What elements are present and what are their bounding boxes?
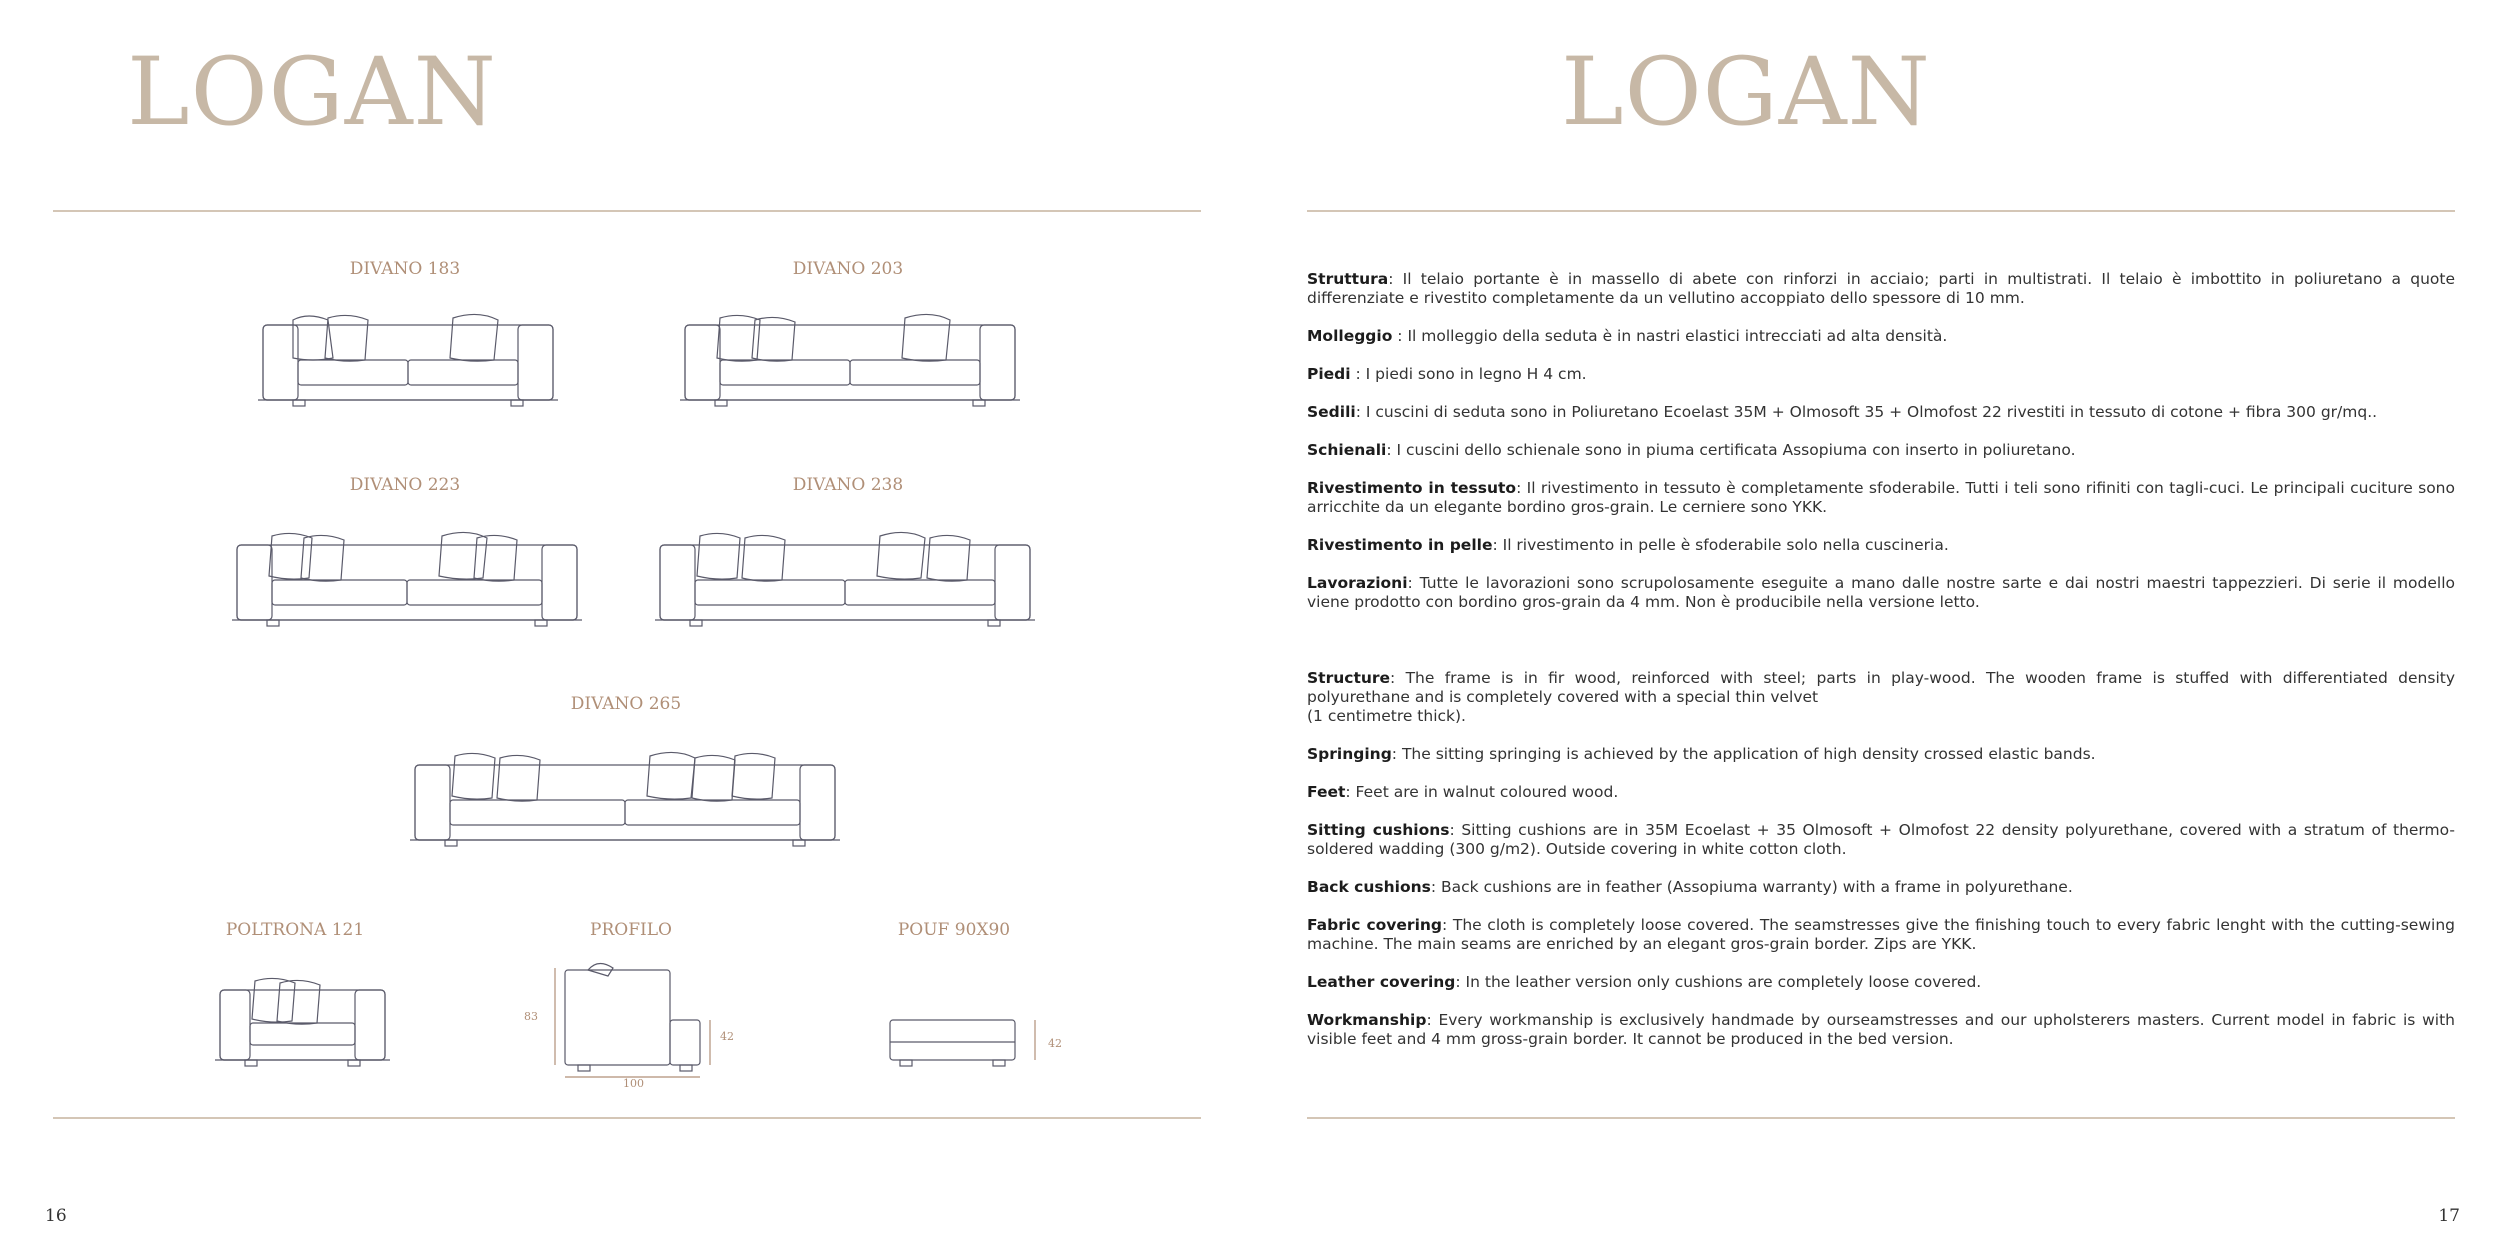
profile-height-dim: 83 [524, 1010, 538, 1023]
label-pouf: POUF 90X90 [897, 920, 1011, 940]
profile-seat-dim: 42 [720, 1030, 734, 1043]
english-specs [1307, 669, 2455, 1049]
label-divano-203: DIVANO 203 [792, 259, 904, 279]
label-divano-183: DIVANO 183 [349, 259, 461, 279]
label-divano-265: DIVANO 265 [570, 694, 682, 714]
spec-text: : Sitting cushions are in 35M Ecoelast + 35 Olmosoft + Olmofost 22 density polyurethane, covered with a stratum of thermo-soldered wadding (300 g/m2). Outside covering in white cotton cloth. [1307, 821, 2455, 858]
spec-paragraph [1307, 783, 2455, 802]
armchair-sketch-121 [215, 965, 390, 1084]
spec-paragraph [1307, 1011, 2455, 1049]
spec-paragraph [1307, 745, 2455, 764]
spec-text: : Il rivestimento in tessuto è completamente sfoderabile. Tutti i teli sono rifiniti con tagli-cuci. Le principali cuciture sono arricchite da un elegante bordino gros-grain. Le cerniere sono YKK. [1307, 479, 2455, 516]
page-number: 16 [45, 1206, 67, 1226]
label-divano-238: DIVANO 238 [792, 475, 904, 495]
sofa-sketch-265 [410, 740, 840, 874]
spec-term: Feet [1307, 783, 1346, 801]
spec-text: : Back cushions are in feather (Assopiuma warranty) with a frame in polyurethane. [1430, 878, 2073, 896]
spec-paragraph [1307, 574, 2455, 612]
top-rule [1307, 210, 2455, 212]
spec-text: : The sitting springing is achieved by the application of high density crossed elastic bands. [1391, 745, 2096, 763]
spec-paragraph [1307, 479, 2455, 517]
spec-paragraph [1307, 327, 2455, 346]
spec-term: Schienali [1307, 441, 1387, 459]
spec-text: : In the leather version only cushions are completely loose covered. [1455, 973, 1982, 991]
spec-text: : Every workmanship is exclusively handmade by ourseamstresses and our upholsterers masters. Current model in fabric is with visible feet and 4 mm gross-grain border. It cannot be produced in the bed version. [1307, 1011, 2455, 1048]
spec-text: : Tutte le lavorazioni sono scrupolosamente eseguite a mano dalle nostre sarte e dai nostri maestri tappezzieri. Di serie il modello viene prodotto con bordino gros-grain da 4 mm. Non è producibile nella versione letto. [1307, 574, 2455, 611]
pouf-sketch [885, 1015, 1045, 1079]
page-number: 17 [2438, 1206, 2460, 1226]
spec-paragraph [1307, 916, 2455, 954]
sofa-sketch-223 [232, 520, 582, 654]
page-title: LOGAN [127, 38, 497, 147]
bottom-rule [53, 1117, 1201, 1119]
spec-text: : I cuscini di seduta sono in Poliuretano Ecoelast 35M + Olmosoft 35 + Olmofost 22 rivestiti in tessuto di cotone + fibra 300 gr/mq.. [1355, 403, 2378, 421]
spec-term: Struttura [1307, 270, 1389, 288]
page-title: LOGAN [1561, 38, 1931, 147]
spec-term: Leather covering [1307, 973, 1456, 991]
top-rule [53, 210, 1201, 212]
italian-specs [1307, 270, 2455, 612]
spec-text: : Il molleggio della seduta è in nastri elastici intrecciati ad alta densità. [1392, 327, 1948, 345]
right-page [1250, 0, 2500, 1250]
spec-term: Sedili [1307, 403, 1356, 421]
sofa-sketch-238 [655, 520, 1035, 654]
profile-sketch [540, 965, 710, 1089]
spec-term: Structure [1307, 669, 1391, 687]
spec-paragraph [1307, 270, 2455, 308]
spec-text-extra: (1 centimetre thick). [1307, 707, 1466, 725]
label-poltrona-121: POLTRONA 121 [225, 920, 365, 940]
spec-text: : The frame is in fir wood, reinforced with steel; parts in play-wood. The wooden frame is stuffed with differentiated density polyurethane and is completely covered with a special thin velvet [1307, 669, 2455, 706]
spec-paragraph [1307, 821, 2455, 859]
spec-text: : Il rivestimento in pelle è sfoderabile solo nella cuscineria. [1492, 536, 1949, 554]
spec-paragraph [1307, 365, 2455, 384]
spec-term: Workmanship [1307, 1011, 1427, 1029]
spec-term: Molleggio [1307, 327, 1393, 345]
spec-paragraph [1307, 669, 2455, 726]
spec-term: Rivestimento in pelle [1307, 536, 1493, 554]
spec-paragraph [1307, 403, 2455, 422]
spec-paragraph [1307, 536, 2455, 555]
label-divano-223: DIVANO 223 [349, 475, 461, 495]
profile-depth-dim: 100 [623, 1077, 644, 1090]
spec-term: Piedi [1307, 365, 1351, 383]
pouf-height-dim: 42 [1048, 1037, 1062, 1050]
spec-text: : Il telaio portante è in massello di abete con rinforzi in acciaio; parti in multistrati. Il telaio è imbottito in poliuretano a quote differenziate e rivestito completamente da un vellutino accoppiato dello spessore di 10 mm. [1307, 270, 2455, 307]
spec-text: : Feet are in walnut coloured wood. [1345, 783, 1619, 801]
bottom-rule [1307, 1117, 2455, 1119]
spec-term: Fabric covering [1307, 916, 1443, 934]
spec-text: : The cloth is completely loose covered. The seamstresses give the finishing touch to every fabric lenght with the cutting-sewing machine. The main seams are enriched by an elegant gros-grain border. Zips are YKK. [1307, 916, 2455, 953]
spec-term: Sitting cushions [1307, 821, 1450, 839]
spec-term: Lavorazioni [1307, 574, 1408, 592]
specifications-text [1307, 270, 2455, 1068]
spec-text: : I piedi sono in legno H 4 cm. [1350, 365, 1587, 383]
spec-term: Springing [1307, 745, 1392, 763]
spec-term: Rivestimento in tessuto [1307, 479, 1517, 497]
sofa-sketch-203 [680, 300, 1020, 434]
spec-paragraph [1307, 441, 2455, 460]
label-profilo: PROFILO [590, 920, 672, 940]
spec-paragraph [1307, 973, 2455, 992]
sofa-sketch-183 [258, 300, 558, 434]
spec-paragraph [1307, 878, 2455, 897]
spec-text: : I cuscini dello schienale sono in piuma certificata Assopiuma con inserto in poliuretano. [1386, 441, 2076, 459]
spec-term: Back cushions [1307, 878, 1431, 896]
